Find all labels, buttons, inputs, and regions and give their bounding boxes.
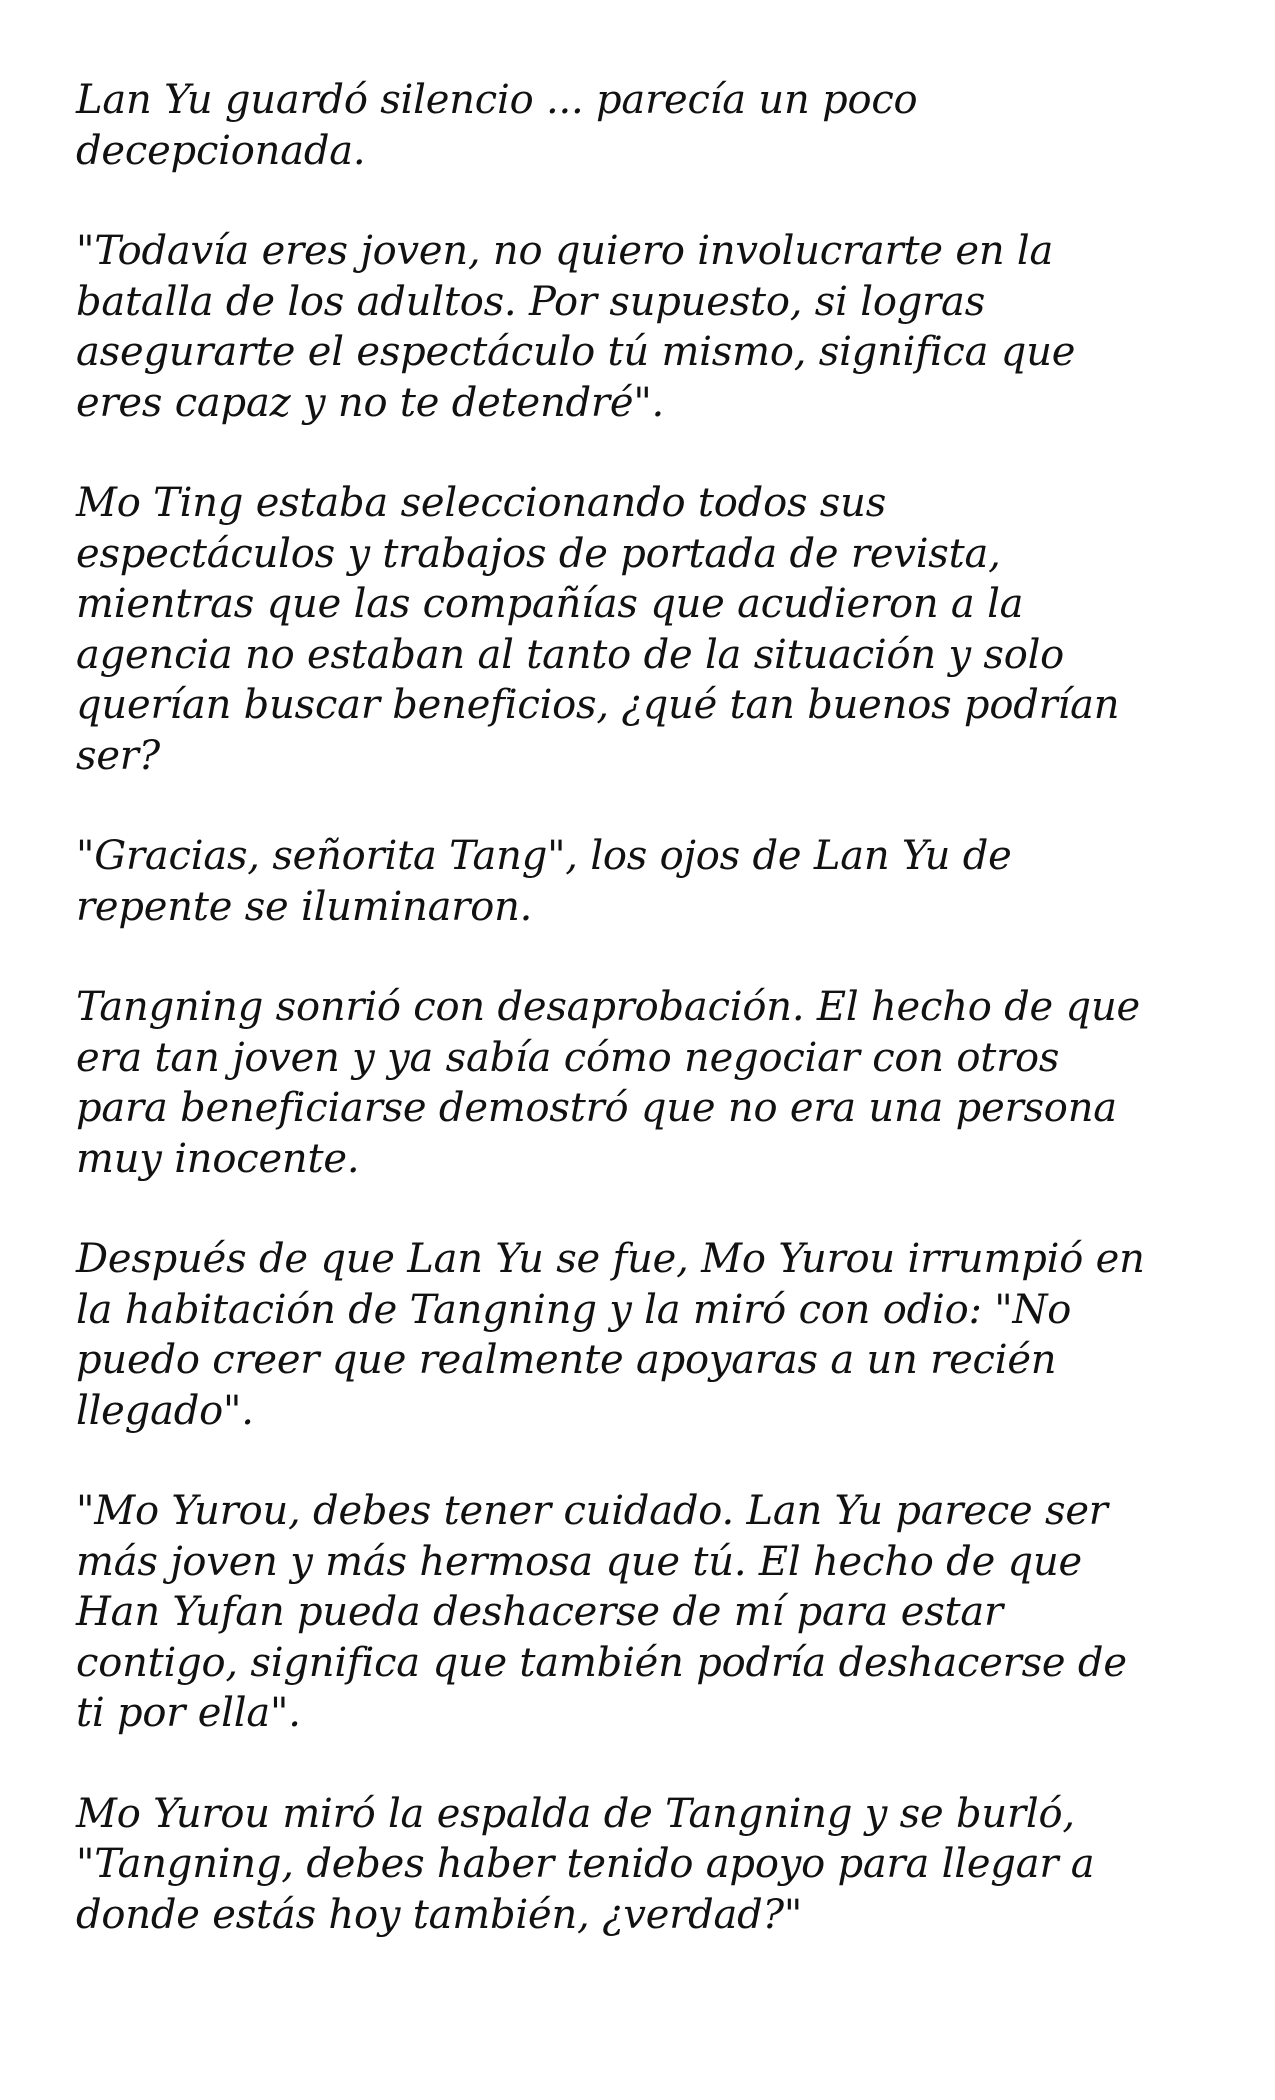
- paragraph-7: "Mo Yurou, debes tener cuidado. Lan Yu parece ser más joven y más hermosa que tú. El hecho de que Han Yufan pueda deshacerse de mí para estar contigo, significa que también podría deshacerse de ti por ella".: [76, 1488, 1127, 1736]
- paragraph-4: "Gracias, señorita Tang", los ojos de Lan Yu de repente se iluminaron.: [76, 833, 1012, 930]
- paragraph-1: Lan Yu guardó silencio ... parecía un poco decepcionada.: [76, 77, 918, 174]
- paragraph-2: "Todavía eres joven, no quiero involucrarte en la batalla de los adultos. Por supuesto, si logras asegurarte el espectáculo tú mismo, significa que eres capaz y no te detendré".: [76, 228, 1076, 426]
- paragraph-6: Después de que Lan Yu se fue, Mo Yurou irrumpió en la habitación de Tangning y la miró con odio: "No puedo creer que realmente apoyaras a un recién llegado".: [76, 1236, 1145, 1434]
- paragraph-8: Mo Yurou miró la espalda de Tangning y se burló, "Tangning, debes haber tenido apoyo para llegar a donde estás hoy también, ¿verdad?": [76, 1790, 1095, 1938]
- paragraph-5: Tangning sonrió con desaprobación. El hecho de que era tan joven y ya sabía cómo negociar con otros para beneficiarse demostró que no era una persona muy inocente.: [76, 984, 1140, 1182]
- paragraph-3: Mo Ting estaba seleccionando todos sus espectáculos y trabajos de portada de revista, mientras que las compañías que acudieron a la agencia no estaban al tanto de la situación y solo querían buscar beneficios, ¿qué tan buenos podrían ser?: [76, 480, 1120, 779]
